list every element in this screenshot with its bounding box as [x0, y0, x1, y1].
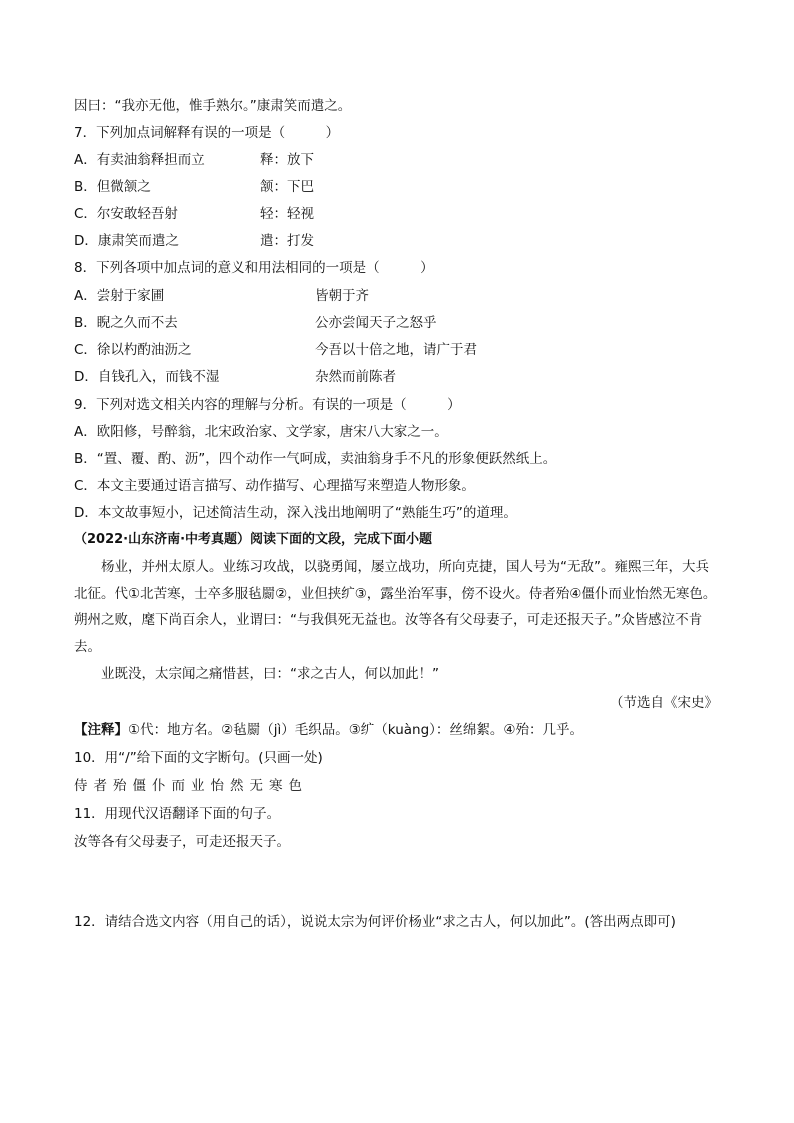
- q11-stem: 11．用现代汉语翻译下面的句子。: [74, 806, 281, 822]
- q11-sentence: 汝等各有父母妻子，可走还报天子。: [74, 834, 290, 850]
- q10-stem: 10．用“/”给下面的文字断句。(只画一处): [74, 750, 323, 766]
- q8-option-c: C．徐以杓酌油沥之: [74, 342, 192, 358]
- intro-line: 因曰：“我亦无他，惟手熟尔。”康肃笑而遣之。: [74, 98, 352, 114]
- q8-pair-b: 公亦尝闻天子之怒乎: [315, 315, 437, 331]
- q7-gloss-a: 释：放下: [260, 152, 314, 168]
- q8-option-a: A．尝射于家圃: [74, 288, 165, 304]
- q7-gloss-b: 颔：下巴: [260, 179, 314, 195]
- q8-option-b: B．睨之久而不去: [74, 315, 178, 331]
- q7-option-d: D．康肃笑而遣之: [74, 233, 179, 249]
- q8-stem: 8．下列各项中加点词的意义和用法相同的一项是（ ）: [74, 260, 434, 276]
- q9-option-c: C．本文主要通过语言描写、动作描写、心理描写来塑造人物形象。: [74, 478, 475, 494]
- q7-option-a: A．有卖油翁释担而立: [74, 152, 205, 168]
- q7-option-b: B．但微颔之: [74, 179, 151, 195]
- q7-gloss-c: 轻：轻视: [260, 206, 314, 222]
- section-heading: （2022·山东济南·中考真题）阅读下面的文段，完成下面小题: [74, 532, 433, 547]
- notes-line: [74, 720, 583, 740]
- q8-pair-a: 皆朝于齐: [315, 288, 369, 304]
- q10-text: 侍者殆僵仆而业怡然无寒色: [74, 778, 308, 794]
- q7-gloss-d: 遣：打发: [260, 233, 314, 249]
- passage-source: （节选自《宋史》: [610, 695, 718, 711]
- q8-pair-c: 今吾以十倍之地，请广于君: [315, 342, 477, 358]
- q9-option-d: D．本文故事短小，记述简洁生动，深入浅出地阐明了“熟能生巧”的道理。: [74, 505, 517, 521]
- q9-option-a: A．欧阳修，号醉翁，北宋政治家、文学家，唐宋八大家之一。: [74, 424, 448, 440]
- q8-pair-d: 杂然而前陈者: [315, 369, 396, 385]
- passage-paragraph-1: 杨业，并州太原人。业练习攻战，以骁勇闻，屡立战功，所向克捷，国人号为“无敌”。雍熙三年，大兵北征。代①北苦寒，士卒多服毡罽②，业但挟纩③，露坐治军事，傍不设火。侍者殆④僵仆而业怡然无寒色。朔州之败，麾下尚百余人，业谓曰：“与我俱死无益也。汝等各有父母妻子，可走还报天子。”众皆感泣不肯去。: [74, 559, 717, 655]
- notes-text: ①代：地方名。②毡罽（jì）毛织品。③纩（kuàng）：丝绵絮。④殆：几乎。: [128, 722, 584, 738]
- q7-stem: 7．下列加点词解释有误的一项是（ ）: [74, 125, 340, 141]
- passage-paragraph-2: 业既没，太宗闻之痛惜甚，曰：“求之古人，何以加此！”: [101, 666, 439, 682]
- q12-stem: 12．请结合选文内容（用自己的话），说说太宗为何评价杨业“求之古人，何以加此”。(答出两点即可): [74, 914, 676, 930]
- q7-option-c: C．尔安敢轻吾射: [74, 206, 178, 222]
- q9-stem: 9．下列对选文相关内容的理解与分析。有误的一项是（ ）: [74, 397, 461, 413]
- q8-option-d: D．自钱孔入，而钱不湿: [74, 369, 220, 385]
- notes-label: 【注释】: [74, 722, 128, 738]
- q9-option-b: B．“置、覆、酌、沥”，四个动作一气呵成，卖油翁身手不凡的形象便跃然纸上。: [74, 451, 557, 467]
